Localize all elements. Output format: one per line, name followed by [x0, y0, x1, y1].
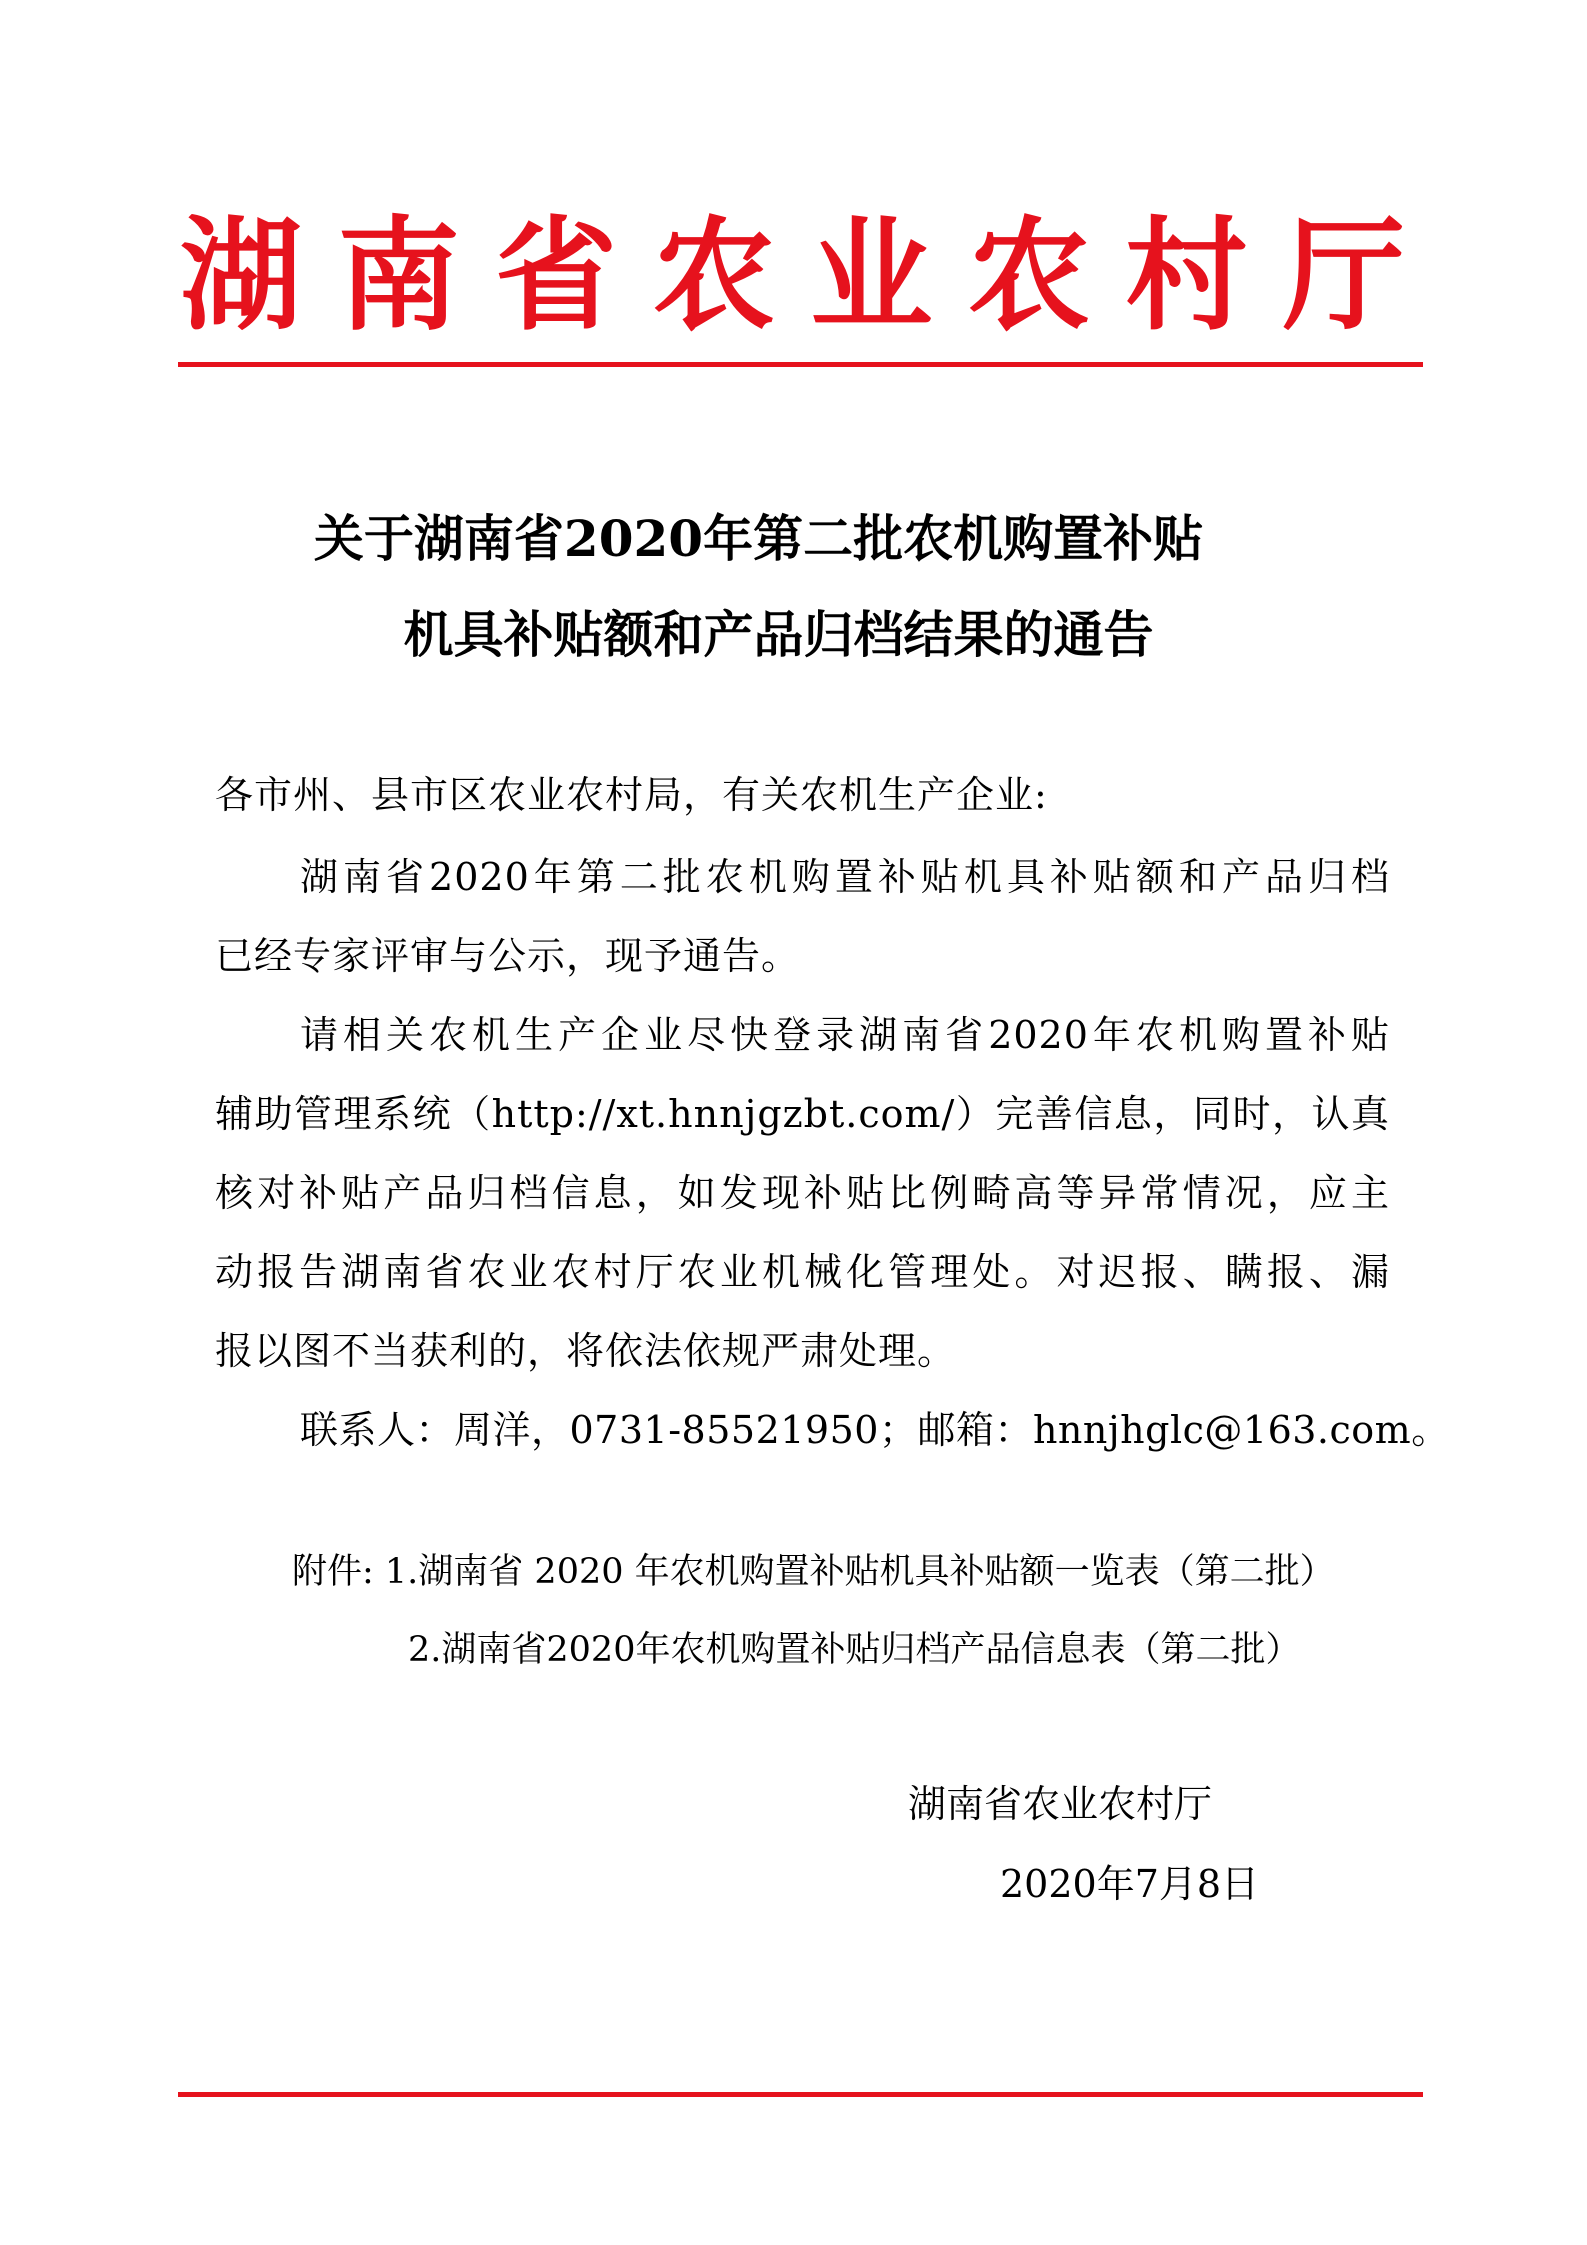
- red-divider-top: [178, 362, 1423, 367]
- salutation: 各市州、县市区农业农村局，有关农机生产企业:: [215, 773, 1048, 817]
- letterhead-char: 村: [1125, 203, 1248, 347]
- signature-org: 湖南省农业农村厅: [908, 1782, 1213, 1826]
- paragraph-2-line-5: 报以图不当获利的，将依法依规严肃处理。: [215, 1329, 957, 1373]
- attachment-2: 2.湖南省2020年农机购置补贴归档产品信息表（第二批）: [408, 1630, 1301, 1670]
- letterhead-char: 农: [652, 203, 775, 347]
- paragraph-2-line-3: 核对补贴产品归档信息，如发现补贴比例畸高等异常情况，应主: [215, 1171, 1390, 1215]
- paragraph-1-line-2: 已经专家评审与公示，现予通告。: [215, 934, 801, 978]
- paragraph-2-line-2: 辅助管理系统（http://xt.hnnjgzbt.com/）完善信息，同时，认真: [215, 1092, 1390, 1136]
- paragraph-2-line-4: 动报告湖南省农业农村厅农业机械化管理处。对迟报、瞒报、漏: [215, 1250, 1390, 1294]
- document-title-line-2: 机具补贴额和产品归档结果的通告: [403, 605, 1154, 664]
- letterhead-char: 农: [967, 203, 1090, 347]
- letterhead-char: 省: [495, 203, 618, 347]
- red-divider-bottom: [178, 2092, 1423, 2097]
- attachment-1: 附件: 1.湖南省 2020 年农机购置补贴机具补贴额一览表（第二批）: [292, 1552, 1335, 1592]
- letterhead-title: [180, 200, 1405, 350]
- letterhead-char: 厅: [1282, 203, 1405, 347]
- paragraph-2-line-1: 请相关农机生产企业尽快登录湖南省2020年农机购置补贴: [300, 1013, 1390, 1057]
- letterhead-char: 业: [810, 203, 933, 347]
- paragraph-1-line-1: 湖南省2020年第二批农机购置补贴机具补贴额和产品归档: [300, 855, 1390, 899]
- letterhead-char: 南: [337, 203, 460, 347]
- letterhead-char: 湖: [180, 203, 302, 347]
- document-title-line-1: 关于湖南省2020年第二批农机购置补贴: [313, 509, 1204, 568]
- contact-info: 联系人：周洋，0731-85521950；邮箱：hnnjhglc@163.com。: [300, 1408, 1450, 1452]
- signature-date: 2020年7月8日: [1000, 1862, 1260, 1906]
